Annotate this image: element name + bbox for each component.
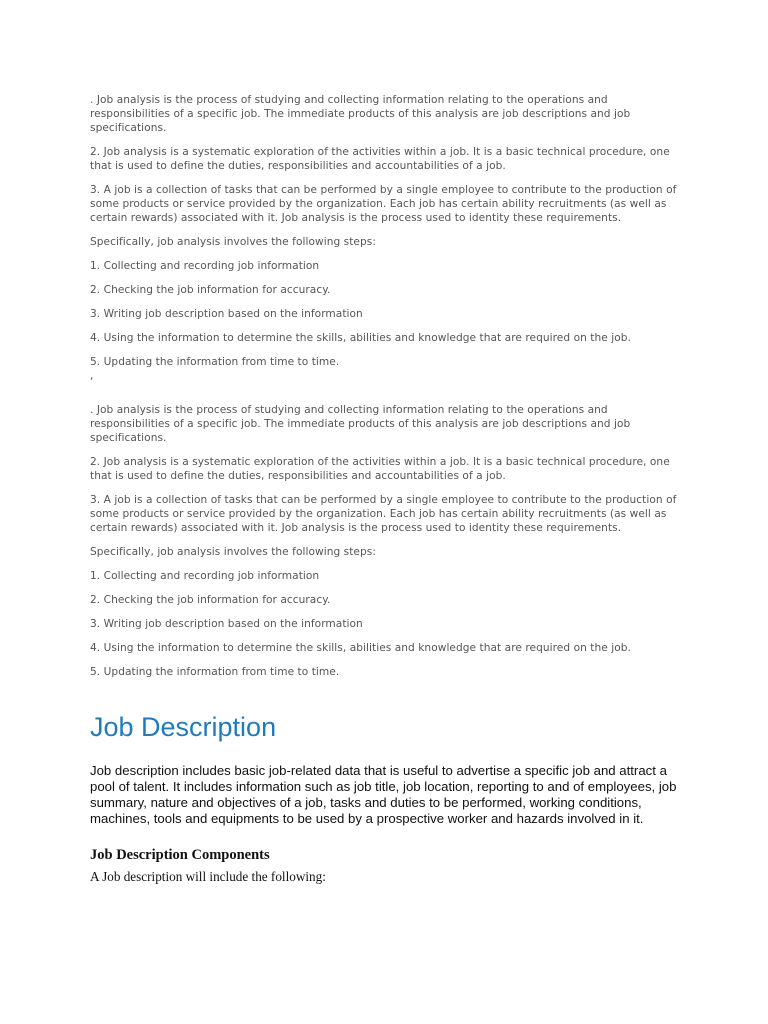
list-item: 3. Writing job description based on the information: [90, 618, 363, 630]
job-analysis-section-2: [90, 403, 680, 679]
paragraph: 3. A job is a collection of tasks that can be performed by a single employee to contribute to the production of some products or service provided by the organization. Each job has certain ability recruitments (as well as certain rewards) associated with it. Job analysis is the process used to identity these requirements.: [90, 184, 677, 224]
steps-intro: Specifically, job analysis involves the following steps:: [90, 236, 376, 248]
list-item: 3. Writing job description based on the information: [90, 308, 363, 320]
paragraph: . Job analysis is the process of studying and collecting information relating to the operations and responsibilities of a specific job. The immediate products of this analysis are job descriptions and job specifications.: [90, 94, 631, 134]
list-item: 2. Checking the job information for accuracy.: [90, 284, 331, 296]
paragraph: 3. A job is a collection of tasks that can be performed by a single employee to contribute to the production of some products or service provided by the organization. Each job has certain ability recruitments (as well as certain rewards) associated with it. Job analysis is the process used to identity these requirements.: [90, 494, 677, 534]
components-heading: Job Description Components: [90, 847, 270, 863]
stray-quote-mark: ‘: [90, 376, 94, 388]
list-item: 4. Using the information to determine the skills, abilities and knowledge that are required on the job.: [90, 642, 631, 654]
list-item: 1. Collecting and recording job information: [90, 570, 320, 582]
document-content: [90, 93, 680, 885]
components-intro: A Job description will include the following:: [90, 869, 326, 884]
paragraph: 2. Job analysis is a systematic exploration of the activities within a job. It is a basic technical procedure, one that is used to define the duties, responsibilities and accountabilities of a job.: [90, 456, 670, 482]
list-item: 4. Using the information to determine the skills, abilities and knowledge that are required on the job.: [90, 332, 631, 344]
list-item: 5. Updating the information from time to time.: [90, 356, 340, 368]
paragraph: . Job analysis is the process of studying and collecting information relating to the operations and responsibilities of a specific job. The immediate products of this analysis are job descriptions and job specifications.: [90, 404, 631, 444]
job-description-body: Job description includes basic job-related data that is useful to advertise a specific job and attract a pool of talent. It includes information such as job title, job location, reporting to and of employees, job summary, nature and objectives of a job, tasks and duties to be performed, working conditions, machines, tools and equipments to be used by a prospective worker and hazards involved in it.: [90, 763, 677, 826]
job-description-heading: Job Description: [90, 712, 277, 742]
paragraph: 2. Job analysis is a systematic exploration of the activities within a job. It is a basic technical procedure, one that is used to define the duties, responsibilities and accountabilities of a job.: [90, 146, 670, 172]
steps-intro: Specifically, job analysis involves the following steps:: [90, 546, 376, 558]
list-item: 5. Updating the information from time to time.: [90, 666, 340, 678]
list-item: 1. Collecting and recording job information: [90, 260, 320, 272]
job-analysis-section-1: [90, 93, 680, 389]
list-item: 2. Checking the job information for accuracy.: [90, 594, 331, 606]
